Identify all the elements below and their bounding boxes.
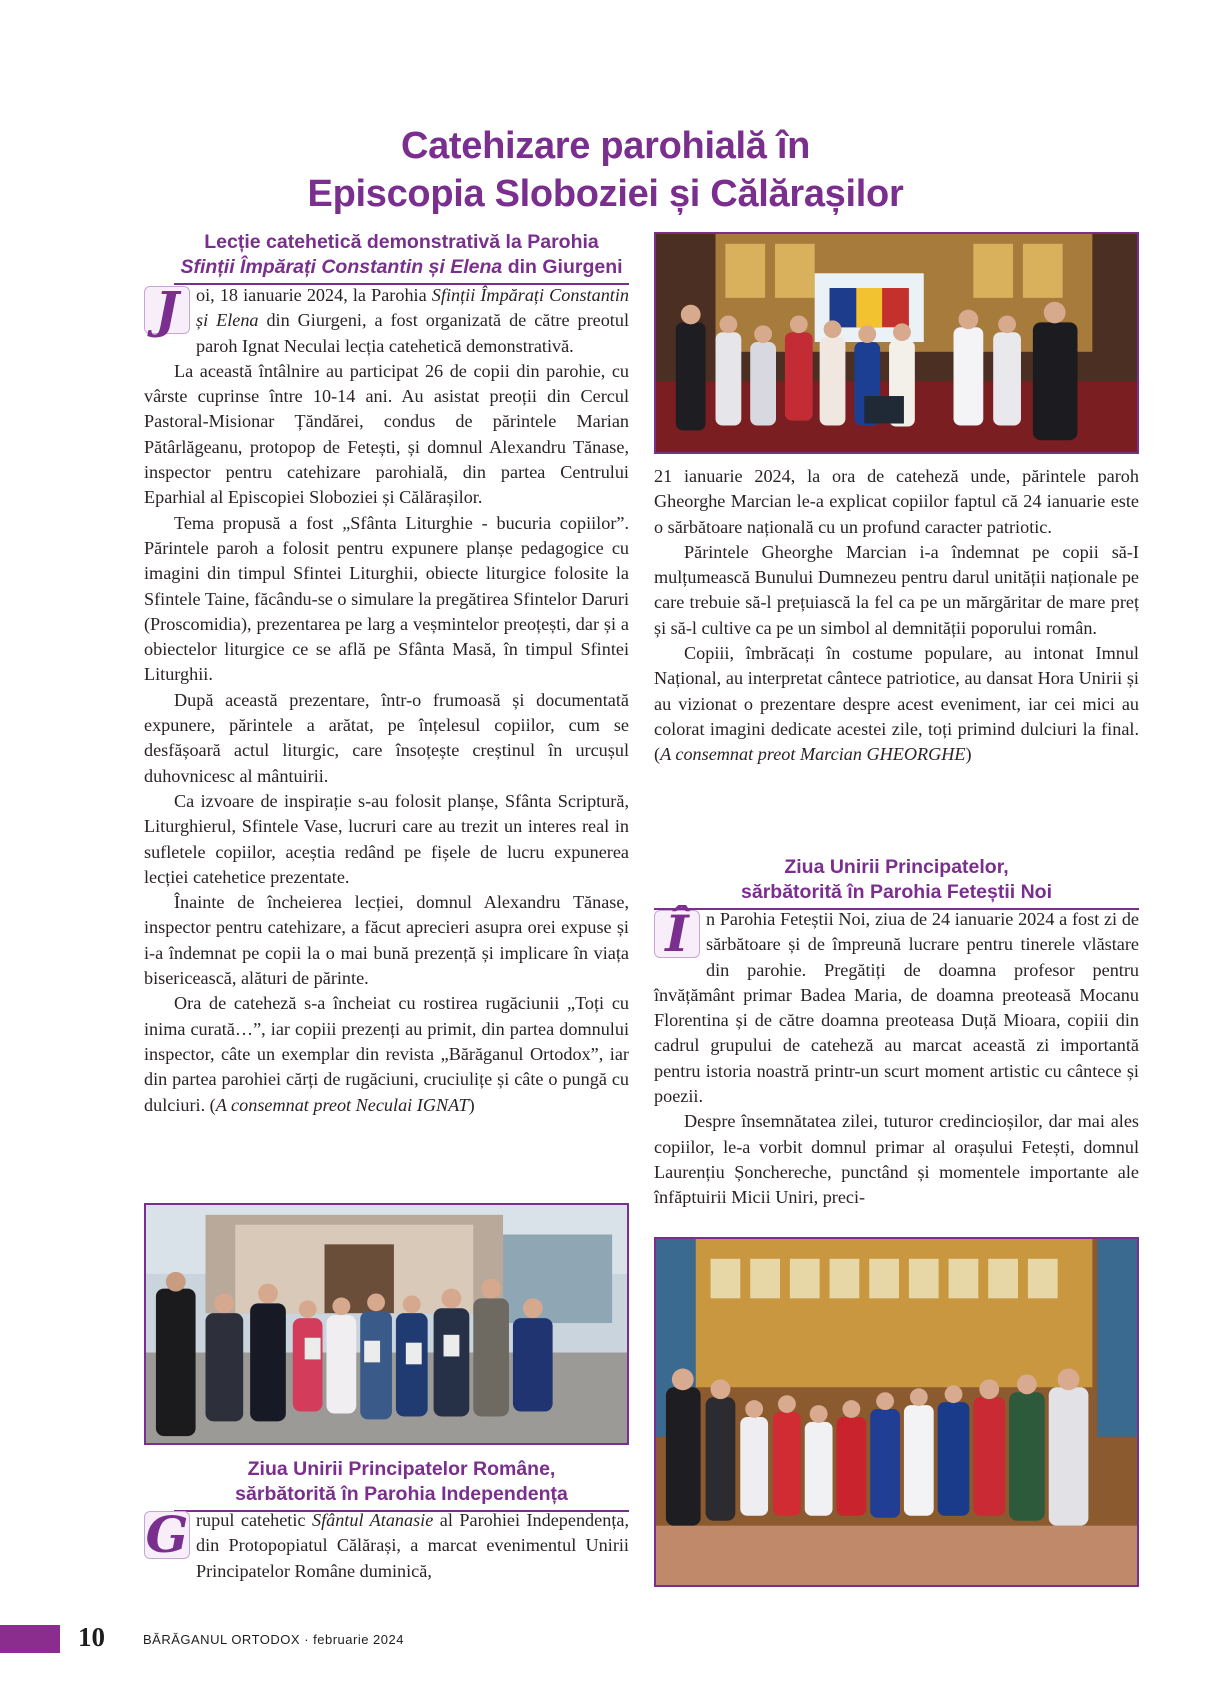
photo-independenta-church [654,232,1139,454]
article-3-body [654,904,1139,1211]
page-title-line-2: Episcopia Sloboziei și Călărașilor [307,173,904,215]
article-1-paragraph-6: Înainte de încheierea lecției, domnul Alexandru Tănase, inspector pentru catehizare, a făcut aprecieri asupra orei expuse și i-a îndemnat pe copii la o mai bună prezență și implicare în viața bisericească, alături de părinte. [144,892,629,989]
article-2-paragraph-1-continued: 21 ianuarie 2024, la ora de cateheză unde, părintele paroh Gheorghe Marcian le-a explicat copiilor faptul că 24 ianuarie este o sărbătoare națională cu un profund caracter patriotic. [654,466,1139,537]
photo-fetestii-noi-children [654,1237,1139,1587]
article-3-paragraph-2: Despre însemnătatea zilei, tuturor credincioșilor, dar mai ales copiilor, le-a vorbit domnul primar al orașului Fetești, domnul Laurențiu Șonchereche, punctând și momentele importante ale înfăptuirii Micii Uniri, preci- [654,1111,1139,1208]
article-1-paragraph-3: Tema propusă a fost „Sfânta Liturghie - bucuria copiilor”. Părintele paroh a folosit pentru expunere planșe pedagogice cu imagini din timpul Sfintei Liturghii, obiecte liturgice folosite la Sfintele Taine, făcându-se o simulare la pregătirea Sfintelor Daruri (Proscomidia), prezentarea pe larg a veșmintelor preoțești, dar și a obiectelor liturgice ce se află pe Sfânta Masă, în timpul Sfintei Liturghii. [144,512,629,685]
article-1-heading-rest: din Giurgeni [502,256,623,278]
article-3-dropcap: Î [654,910,700,958]
article-1-dropcap: J [144,286,190,334]
photo-giurgeni-group [144,1203,629,1445]
article-2-dropcap: G [145,1505,189,1564]
publication-separator: · [300,1632,314,1647]
article-2-heading-line-2: sărbătorită în Parohia Independența [235,1483,568,1505]
article-3-paragraph-1: Î n Parohia Feteștii Noi, ziua de 24 ianuarie 2024 a fost zi de sărbătoare și de împreună lucrare pentru tinerele vlăstare din parohie. Pregătiți de doamna profesor pentru învățământ primar Badea Maria, de doamna preoteasă Mocanu Florentina și de către doamna preoteasa Duță Mioara, copiii din cadrul grupului de cateheză au marcat această zi importantă pentru istoria noastră printr-un scurt moment artistic cu cântece și poezii. [654,904,1139,1107]
page-title-line-1: Catehizare parohială în [400,125,811,167]
article-1-heading [174,230,629,285]
article-3-heading-line-1: Ziua Unirii Principatelor, [784,856,1009,878]
photo-fetestii-noi-illustration [656,1239,1137,1585]
article-2-heading [174,1457,629,1512]
article-3-heading [654,855,1139,910]
article-1-paragraph-1: J oi, 18 ianuarie 2024, la Parohia Sfinții Împărați Constantin și Elena din Giurgeni, a fost organizată de către preotul paroh Ignat Neculai lecția catehetică demonstrativă. [144,283,629,359]
photo-giurgeni-illustration [146,1205,627,1443]
article-1-paragraph-7: Ora de cateheză s-a încheiat cu rostirea rugăciunii „Toți cu inima curată…”, iar copiii prezenți au primit, din partea domnului inspector, câte un exemplar din revista „Bărăganul Ortodox”, iar din partea parohiei cărți de rugăciuni, cruciulițe și câte o pungă cu dulciuri. (A consemnat preot Neculai IGNAT) [144,993,629,1115]
footer-accent-bar [0,1625,60,1653]
article-2-paragraph-2: Părintele Gheorghe Marcian i-a îndemnat pe copii să-I mulțumească Bunului Dumnezeu pentru darul unității naționale pe care trebuie să-l prețuiască la fel ca pe un mărgăritar de mare preț și să-l cultive ca pe un simbol al demnității poporului român. [654,541,1139,638]
article-1-paragraph-5: Ca izvoare de inspirație s-au folosit planșe, Sfânta Scriptură, Liturghierul, Sfintele Vase, lucruri care au trezit un interes real in sufletele copiilor, aceștia redând pe fișele de lucru expunerea lecției catehetice prezentate. [144,790,629,887]
footer-publication [143,1632,404,1647]
publication-issue: februarie 2024 [313,1632,404,1647]
article-1-paragraph-2: La această întâlnire au participat 26 de copii din parohie, cu vârste cuprinse între 10-14 ani. Au asistat preoții din Cercul Pastoral-Misionar Țăndărei, condus de părintele Marian Pătârlăgeanu, protopop de Fetești, și domnul Alexandru Tănase, inspector pentru catehizare parohială, din partea Centrului Eparhial al Episcopiei Sloboziei și Călărașilor. [144,360,629,508]
page-number: 10 [78,1622,105,1652]
publication-name: BĂRĂGANUL ORTODOX [143,1632,301,1647]
article-2-body-start [144,1505,629,1584]
article-2-heading-line-1: Ziua Unirii Principatelor Române, [247,1458,556,1480]
article-1-heading-line-2 [174,255,629,280]
article-1-paragraph-4: După această prezentare, într-o frumoasă și documentată expunere, părintele a arătat, pe înțelesul copiilor, cum se desfășoară actul liturgic, care însoțește creștinul în urcușul duhovnicesc al mântuirii. [144,689,629,786]
article-2-paragraph-3: Copiii, îmbrăcați în costume populare, au intonat Imnul Național, au interpretat cântece patriotice, au dansat Hora Unirii și au vizionat o prezentare despre acest eveniment, iar cei mici au colorat imagini dedicate acestei zile, toți primind dulciuri la final. (A consemnat preot Marcian GHEORGHE) [654,643,1139,765]
article-1-heading-italic: Sfinții Împărați Constantin și Elena [180,256,503,278]
article-2-body-continued [654,464,1139,768]
page-title [0,122,1211,218]
article-3-heading-line-2: sărbătorită în Parohia Feteștii Noi [741,881,1052,903]
article-1-heading-line-1: Lecție catehetică demonstrativă la Parohia [204,231,599,253]
article-1-body [144,280,629,1118]
photo-independenta-illustration [656,234,1137,452]
article-2-paragraph-1: G rupul catehetic Sfântul Atanasie al Parohiei Independența, din Protopopiatul Călărași, a marcat evenimentul Unirii Principatelor Române duminică, [145,1505,629,1581]
